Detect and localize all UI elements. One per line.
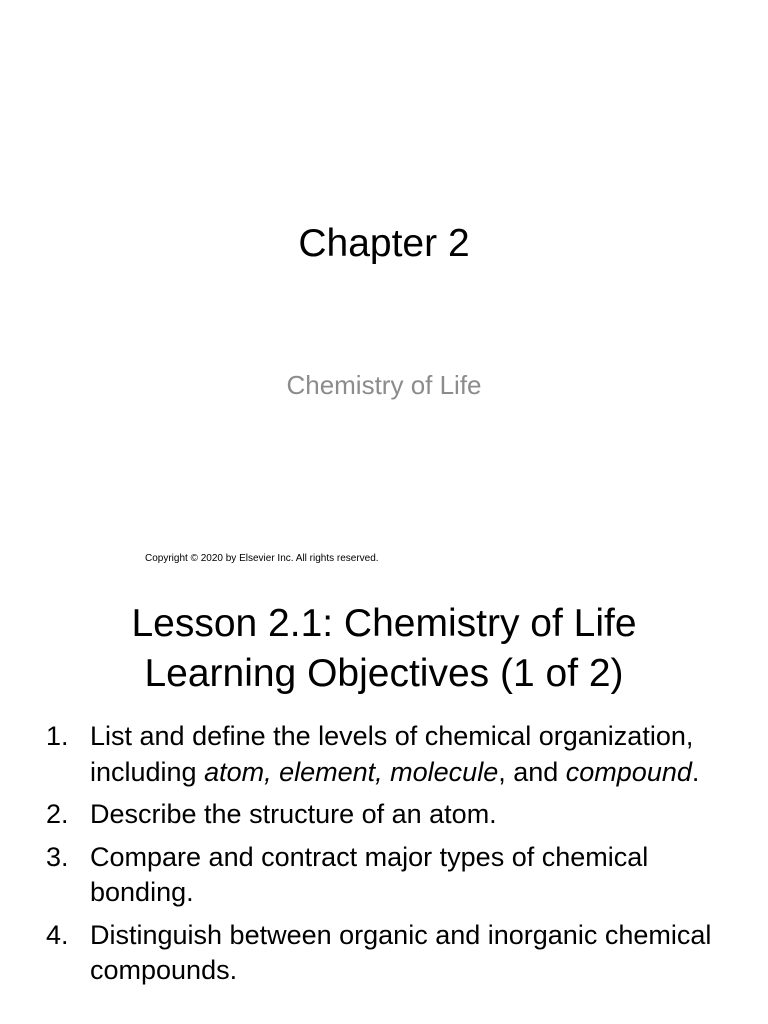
objective-number: 4.: [46, 919, 69, 950]
objectives-slide: [0, 580, 768, 1024]
objective-number: 3.: [46, 841, 69, 872]
objective-number: 1.: [46, 721, 69, 751]
objectives-list: [0, 719, 768, 996]
objective-item-1: [0, 719, 768, 790]
objective-italic-terms: atom, element, molecule: [204, 756, 499, 787]
objective-text: , and: [498, 756, 566, 787]
lesson-title-line-2: Learning Objectives (1 of 2): [144, 652, 624, 695]
lesson-title-line-1: Lesson 2.1: Chemistry of Life: [131, 602, 637, 645]
objective-item-4: [0, 918, 768, 989]
objective-number: 2.: [46, 799, 69, 829]
copyright-notice: Copyright © 2020 by Elsevier Inc. All rights reserved.: [145, 553, 379, 564]
objective-italic-term: compound: [565, 756, 692, 787]
objective-item-3: [0, 840, 768, 911]
objective-text: .: [691, 756, 700, 787]
objective-text: Compare and contract major types of chemical bonding.: [90, 841, 649, 907]
objective-item-2: [0, 797, 768, 833]
chapter-title: Chapter 2: [298, 222, 470, 265]
objective-text: List and define the levels of chemical organization, including: [90, 721, 694, 787]
lesson-title: [0, 599, 768, 699]
chapter-subtitle: Chemistry of Life: [286, 370, 482, 400]
objective-text: Describe the structure of an atom.: [90, 799, 497, 829]
objective-text: Distinguish between organic and inorganic chemical compounds.: [90, 919, 712, 985]
